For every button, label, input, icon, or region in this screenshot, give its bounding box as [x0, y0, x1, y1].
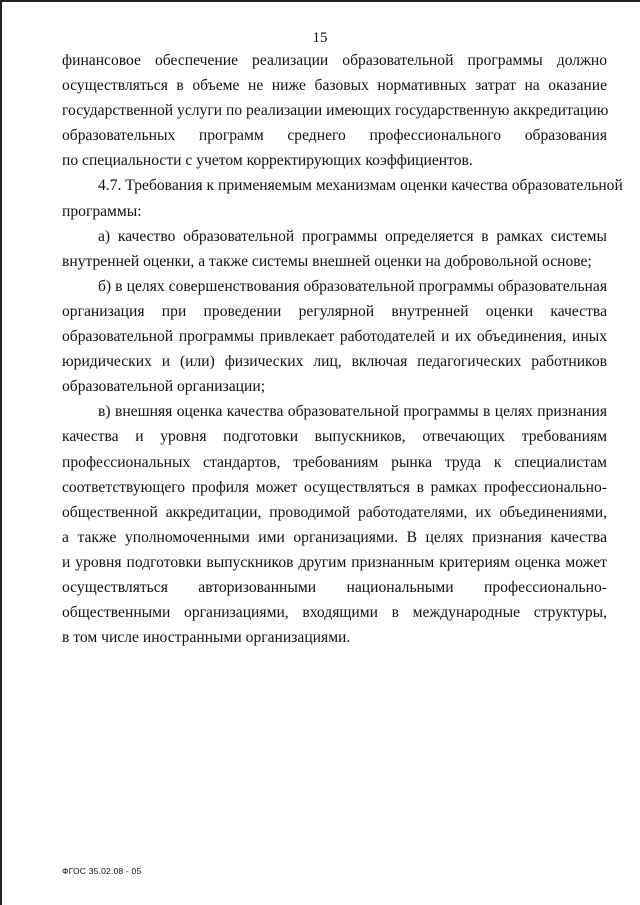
text-line: в) внешняя оценка качества образовательной программы в целях признания [98, 403, 607, 421]
text-line: соответствующего профиля может осуществляться в рамках профессионально- [62, 478, 607, 496]
text-line: б) в целях совершенствования образовательной программы образовательная [98, 277, 607, 295]
text-line: осуществляться авторизованными национальными профессионально- [62, 578, 607, 596]
text-line: осуществляться в объеме не ниже базовых нормативных затрат на оказание [62, 77, 607, 95]
text-line: в том числе иностранными организациями. [62, 629, 351, 647]
text-line: 4.7. Требования к применяемым механизмам оценки качества образовательной [98, 177, 623, 195]
text-line: общественной аккредитации, проводимой работодателями, их объединениями, [62, 503, 607, 521]
text-line: профессиональных стандартов, требованиям рынка труда к специалистам [62, 453, 607, 471]
text-line: по специальности с учетом корректирующих коэффициентов. [62, 152, 473, 170]
text-line: организация при проведении регулярной внутренней оценки качества [62, 302, 607, 320]
text-line: а также уполномоченными ими организациями. В целях признания качества [62, 528, 607, 546]
document-code-footer: ФГОС 35.02.08 - 05 [62, 866, 142, 876]
text-line: качества и уровня подготовки выпускников, отвечающих требованиям [62, 428, 607, 446]
text-line: внутренней оценки, а также системы внешней оценки на добровольной основе; [62, 252, 592, 270]
text-line: государственной услуги по реализации имеющих государственную аккредитацию [62, 102, 609, 120]
text-line: и уровня подготовки выпускников другим признанным критериям оценка может [62, 553, 607, 571]
page-number: 15 [312, 30, 328, 46]
text-line: юридических и (или) физических лиц, включая педагогических работников [62, 353, 607, 371]
text-line: финансовое обеспечение реализации образовательной программы должно [62, 52, 607, 69]
document-body [62, 48, 623, 650]
paragraph-section-4-7 [62, 173, 623, 223]
paragraph-funding [62, 48, 607, 173]
text-line: образовательных программ среднего профессионального образования [62, 127, 607, 145]
paragraph-item-b [62, 274, 607, 399]
text-line: а) качество образовательной программы определяется в рамках системы [98, 227, 607, 245]
paragraph-item-v [62, 399, 607, 650]
text-line: образовательной организации; [62, 378, 266, 396]
text-line: программы: [62, 202, 142, 220]
text-line: общественными организациями, входящими в международные структуры, [62, 604, 607, 622]
text-line: образовательной программы привлекает работодателей и их объединения, иных [62, 328, 607, 346]
paragraph-item-a [62, 224, 607, 274]
